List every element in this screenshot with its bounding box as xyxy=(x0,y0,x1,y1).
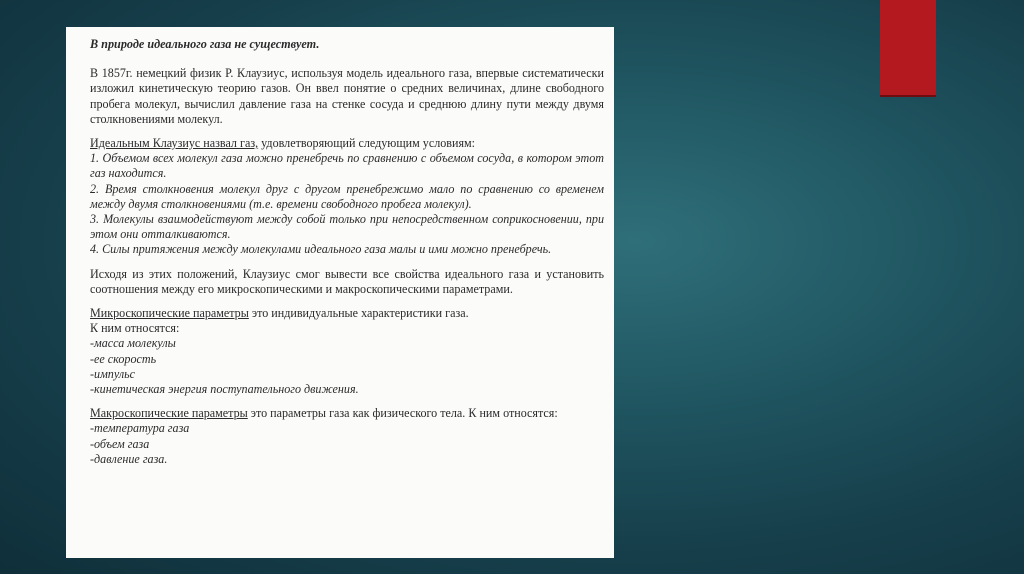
document-title: В природе идеального газа не существует. xyxy=(90,37,320,51)
condition-3: 3. Молекулы взаимодействуют между собой только при непосредственном соприкосновении, при этом они отталкиваются. xyxy=(90,212,604,242)
micro-params-heading-rest: это индивидуальные характеристики газа. xyxy=(248,306,469,321)
micro-item-momentum: -импульс xyxy=(90,366,136,381)
micro-item-speed: -ее скорость xyxy=(90,351,157,366)
micro-item-kinetic-energy: -кинетическая энергия поступательного движения. xyxy=(90,382,359,397)
micro-params-sub: К ним относятся: xyxy=(90,321,180,336)
document-page xyxy=(66,27,614,558)
ideal-gas-heading-underlined: Идеальным Клаузиус назвал газ, xyxy=(90,136,259,151)
condition-4: 4. Силы притяжения между молекулами идеального газа малы и ими можно пренебречь. xyxy=(90,242,552,257)
macro-params-heading-rest: это параметры газа как физического тела. К ним относятся: xyxy=(247,406,558,421)
ideal-gas-heading-rest: удовлетворяющий следующим условиям: xyxy=(258,136,476,151)
macro-params-heading xyxy=(90,406,604,421)
macro-item-temperature: -температура газа xyxy=(90,421,190,436)
micro-params-heading xyxy=(90,306,604,321)
micro-params-heading-underlined: Микроскопические параметры xyxy=(90,306,249,321)
macro-params-heading-underlined: Макроскопические параметры xyxy=(90,406,248,421)
micro-item-mass: -масса молекулы xyxy=(90,336,176,351)
ideal-gas-heading xyxy=(90,136,604,151)
paragraph-clausius-history: В 1857г. немецкий физик Р. Клаузиус, используя модель идеального газа, впервые систематически изложил кинетическую теорию газов. Он ввел понятие о средних величинах, длине свободного пробега молекул, вычислил давление газа на стенке сосуда и среднюю длину пути между двумя столкновениями молекул. xyxy=(90,66,604,126)
condition-1: 1. Объемом всех молекул газа можно пренебречь по сравнению с объемом сосуда, в котором этот газ находится. xyxy=(90,151,604,181)
macro-item-volume: -объем газа xyxy=(90,436,150,451)
condition-2: 2. Время столкновения молекул друг с другом пренебрежимо мало по сравнению со временем между двумя столкновениями (т.е. времени свободного пробега молекул). xyxy=(90,181,604,211)
red-accent-bar xyxy=(880,0,936,97)
macro-item-pressure: -давление газа. xyxy=(90,451,168,466)
paragraph-clausius-derivation: Исходя из этих положений, Клаузиус смог вывести все свойства идеального газа и установить соотношения между его микроскопическими и макроскопическими параметрами. xyxy=(90,266,604,296)
